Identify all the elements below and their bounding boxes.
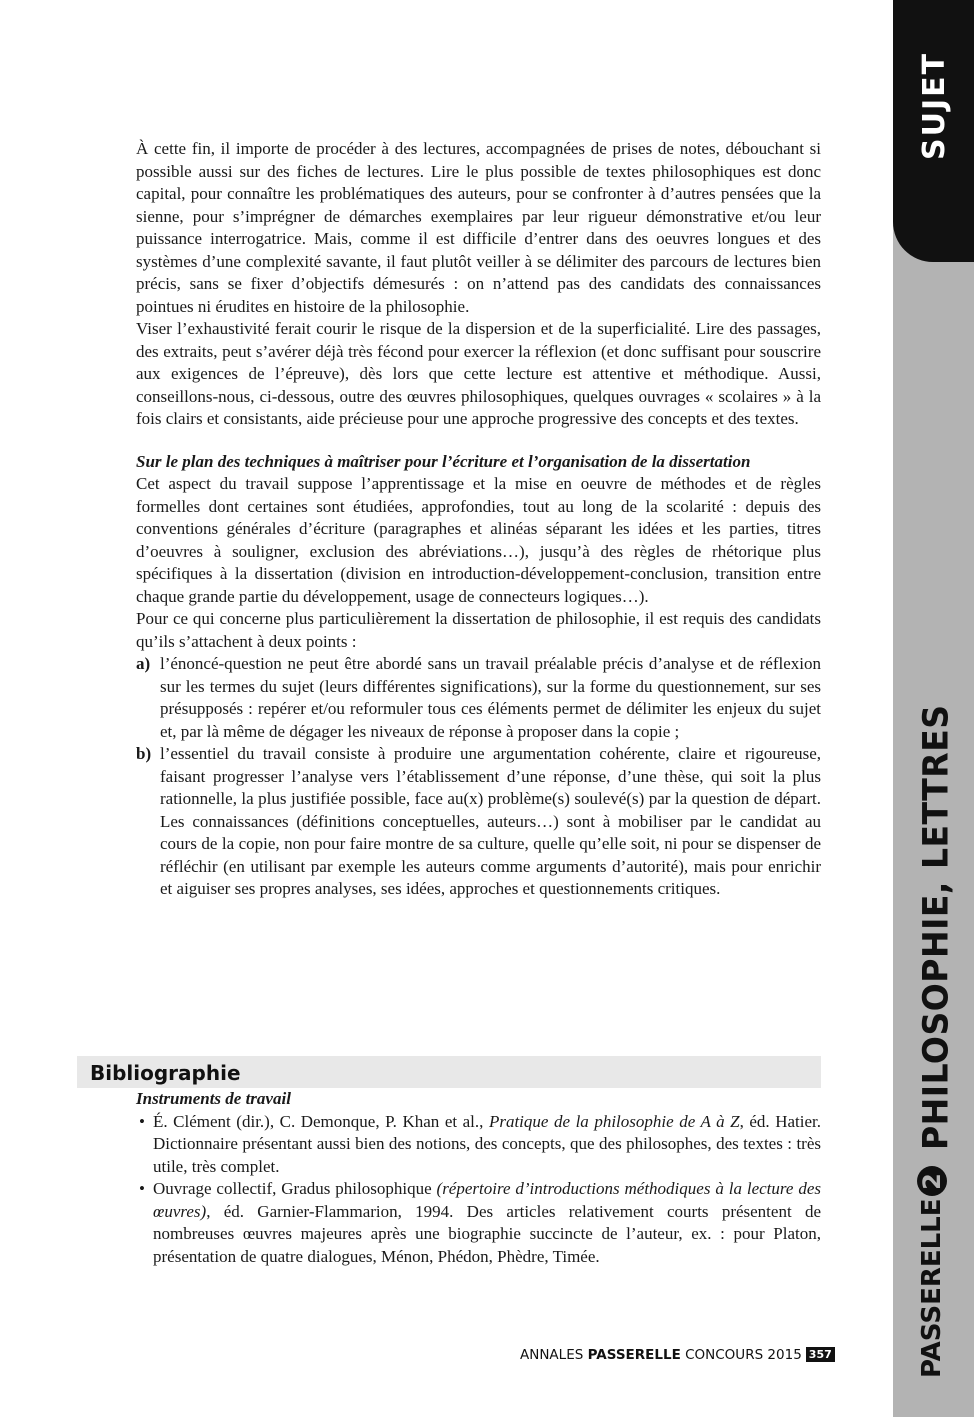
paragraph: Viser l’exhaustivité ferait courir le risque de la dispersion et de la superficialité. Lire des passages, des extraits, peut s’avérer déjà très fécond pour exercer la réflexion (et donc suffisant pour souscrire aux exigences de l’épreuve), dès lors que cette lecture est attentive et méthodique. Aussi, conseillons-nous, ci-dessous, outre des œuvres philosophiques, quelques ouvrages « scolaires » à la fois clairs et consistants, aide précieuse pour une approche progressive des concepts et des textes. [136, 319, 821, 428]
bibliography-title: Bibliographie [90, 1061, 241, 1085]
bullet-icon: • [139, 1179, 145, 1198]
paragraph: Cet aspect du travail suppose l’apprentissage et la mise en oeuvre de méthodes et de règles formelles dont certaines sont étudiées, approfondies, tout au long de la scolarité : depuis des conventions générales d’écriture (paragraphes et alinéas séparant les idées et les parties, titres d’oeuvres à souligner, exclusion des abréviations…), jusqu’à des règles de rhétorique plus spécifiques à la dissertation (division en introduction-développement-conclusion, transition entre chaque grande partie du développement, usage de connecteurs logiques…). [136, 474, 821, 606]
footer-prefix: ANNALES [520, 1347, 588, 1363]
entry-title: (répertoire d’introductions méthodiques à la lecture des œuvres) [153, 1179, 822, 1221]
entry-text: , éd. Garnier-Flammarion, 1994. Des articles relativement courts présentent de nombreuses œuvres majeures après une biographie succincte de l’auteur, ex. : pour Platon, présentation de quatre dialogues, Ménon, Phédon, Phèdre, Timée. [153, 1201, 821, 1266]
list-item [136, 653, 821, 743]
section-heading: Sur le plan des techniques à maîtriser pour l’écriture et l’organisation de la dissertation [136, 451, 751, 471]
page-footer [520, 1347, 835, 1363]
main-text [136, 138, 821, 901]
entry-text: É. Clément (dir.), C. Demonque, P. Khan et al., [153, 1111, 489, 1131]
page-number: 357 [806, 1347, 835, 1362]
bibliography-entry [136, 1111, 821, 1179]
brand-logo-text: PASSERELLE [917, 1198, 947, 1378]
list-item [136, 743, 821, 901]
section-label: SUJET [917, 51, 952, 160]
entry-text: , éd. Hatier. Dictionnaire présentant aussi bien des notions, des concepts, que des philosophes, des textes : très utile, très complet. [153, 1111, 821, 1176]
list-marker: b) [136, 744, 152, 763]
bibliography-subtitle: Instruments de travail [136, 1089, 291, 1108]
brand-logo-number: 2 [917, 1166, 947, 1196]
paragraph: À cette fin, il importe de procéder à des lectures, accompagnées de prises de notes, débouchant si possible aussi sur des fiches de lectures. Lire le plus possible de textes philosophiques est donc capital, pour connaître les problématiques des auteurs, pour se confronter à d’autres pensées que la sienne, pour s’imprégner de démarches exemplaires par leur rigueur démonstrative et/ou leur puissance interrogatrice. Mais, comme il est difficile d’entrer dans des oeuvres longues et des systèmes d’une complexité savante, il faut plutôt veiller à se délimiter des parcours de lectures bien précis, sans se fixer d’objectifs démesurés : on n’attend pas des candidats des connaissances pointues ni érudites en histoire de la philosophie. [136, 139, 821, 316]
bibliography-entry [136, 1178, 821, 1268]
list-marker: a) [136, 654, 151, 673]
entry-text: Ouvrage collectif, Gradus philosophique [153, 1179, 437, 1198]
paragraph: Pour ce qui concerne plus particulièrement la dissertation de philosophie, il est requis des candidats qu’ils s’attachent à deux points : [136, 609, 821, 651]
list-item-text: l’énoncé-question ne peut être abordé sans un travail préalable précis d’analyse et de réflexion sur les termes du sujet (leurs différentes significations), sur la forme du questionnement, sur ses présupposés : repérer et/ou reformuler tous ces éléments permet de délimiter les enjeux du sujet et, par là même de dégager les niveaux de réponse à proposer dans la copie ; [160, 654, 821, 741]
footer-suffix: CONCOURS 2015 [680, 1347, 802, 1363]
brand-logo [917, 1166, 947, 1378]
list-item-text: l’essentiel du travail consiste à produire une argumentation cohérente, claire et rigoureuse, faisant progresser l’analyse vers l’établissement d’une réponse, d’une thèse, qui soit la plus rationnelle, la plus justifiée possible, face au(x) problème(s) soulevé(s) par la question de départ. Les connaissances (définitions conceptuelles, auteurs…) sont à mobiliser par le candidat au cours de la copie, non pour faire montre de sa culture, quelle qu’elle soit, ni pour se dispenser de réfléchir (en utilisant par exemple les auteurs comme arguments d’autorité), mais pour enrichir et aiguiser ses propres analyses, ses idées, approches et questionnements critiques. [160, 744, 821, 898]
bibliography [136, 1088, 821, 1268]
subject-label: PHILOSOPHIE, LETTRES [915, 704, 956, 1150]
entry-title: Pratique de la philosophie de A à Z [488, 1111, 740, 1131]
footer-brand: PASSERELLE [587, 1347, 681, 1363]
bullet-icon: • [139, 1111, 145, 1131]
